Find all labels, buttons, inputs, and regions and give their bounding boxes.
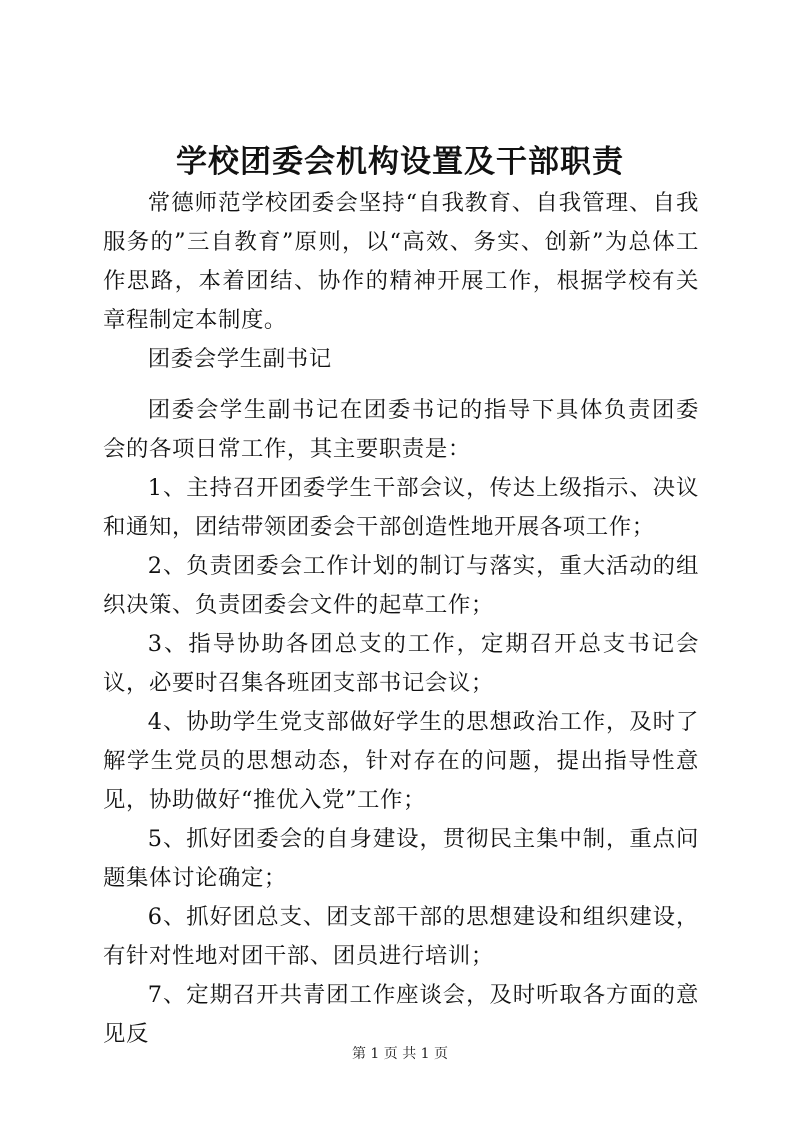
document-body <box>103 184 699 1054</box>
duty-item-2: 2、负责团委会工作计划的制订与落实，重大活动的组织决策、负责团委会文件的起草工作； <box>103 553 699 618</box>
intro-paragraph: 常德师范学校团委会坚持“自我教育、自我管理、自我服务的”三自教育”原则，以“高效、务实、创新”为总体工作思路，本着团结、协作的精神开展工作，根据学校有关章程制定本制度。 <box>103 190 699 333</box>
duty-item-1: 1、主持召开团委学生干部会议，传达上级指示、决议和通知，团结带领团委会干部创造性地开展各项工作； <box>103 475 699 540</box>
section-heading: 团委会学生副书记 <box>147 346 332 372</box>
page-footer: 第 1 页 共 1 页 <box>351 1046 449 1062</box>
duty-item-4: 4、协助学生党支部做好学生的思想政治工作，及时了解学生党员的思想动态，针对存在的问题，提出指导性意见，协助做好“推优入党”工作； <box>103 709 699 813</box>
duty-item-7: 7、定期召开共青团工作座谈会，及时听取各方面的意见反 <box>103 982 699 1047</box>
page-title: 学校团委会机构设置及干部职责 <box>176 144 624 180</box>
duty-item-5: 5、抓好团委会的自身建设，贯彻民主集中制，重点问题集体讨论确定； <box>103 826 699 891</box>
duty-item-3: 3、指导协助各团总支的工作，定期召开总支书记会议，必要时召集各班团支部书记会议； <box>103 631 699 696</box>
section-intro-paragraph: 团委会学生副书记在团委书记的指导下具体负责团委会的各项日常工作，其主要职责是： <box>103 397 699 462</box>
duty-item-6: 6、抓好团总支、团支部干部的思想建设和组织建设，有针对性地对团干部、团员进行培训； <box>103 904 699 969</box>
